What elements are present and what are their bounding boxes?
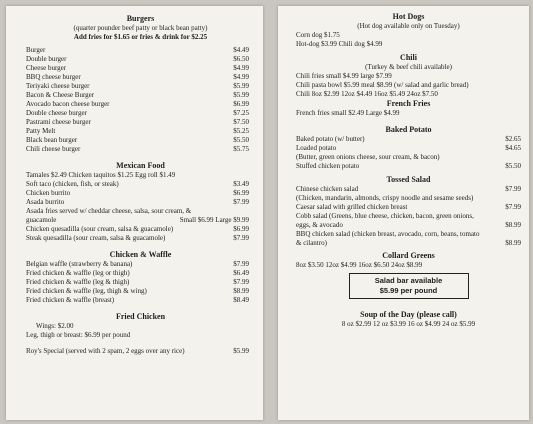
- menu-item-price: $7.99: [233, 278, 249, 286]
- asada-fries-desc-end: guacamole: [26, 216, 57, 224]
- tossed-salad-heading: Tossed Salad: [386, 175, 431, 184]
- fried-per-pound: Leg, thigh or breast: $6.99 per pound: [26, 331, 131, 339]
- menu-item-price: $5.25: [233, 127, 249, 135]
- burger-list: [26, 46, 255, 154]
- menu-item-price: $4.99: [233, 64, 249, 72]
- menu-item-name: Bacon & Cheese Burger: [26, 91, 95, 99]
- cobb-salad-price: $8.99: [505, 221, 521, 229]
- waffle-row: [26, 260, 249, 269]
- menu-item-price: $7.99: [233, 234, 249, 242]
- waffle-list: [26, 260, 255, 305]
- burger-row: [26, 109, 249, 118]
- quesadilla-list: [26, 225, 255, 243]
- caesar-salad-name: Caesar salad with grilled chicken breast: [296, 203, 408, 211]
- mexican-heading: Mexican Food: [116, 161, 165, 170]
- waffle-row: [26, 278, 249, 287]
- menu-item-price: $4.49: [233, 46, 249, 54]
- menu-item-name: Burger: [26, 46, 46, 54]
- roys-special-name: Roy's Special (served with 2 spam, 2 eggs over any rice): [26, 347, 185, 355]
- menu-item-price: $6.99: [233, 100, 249, 108]
- cobb-salad-desc-end: eggs, & avocado: [296, 221, 343, 229]
- menu-page-right: [278, 6, 529, 420]
- menu-item-name: BBQ cheese burger: [26, 73, 81, 81]
- menu-item-name: Patty Melt: [26, 127, 56, 135]
- potato-row: [296, 135, 521, 144]
- soup-sizes: 8 oz $2.99 12 oz $3.99 16 oz $4.99 24 oz $5.99: [341, 320, 476, 328]
- menu-item-price: $5.75: [233, 145, 249, 153]
- chili-fries-line: Chili fries small $4.99 large $7.99: [296, 72, 392, 80]
- salad-bar-box: [349, 273, 469, 299]
- burger-row: [26, 145, 249, 154]
- asada-fries-row: [26, 216, 255, 225]
- menu-item-name: Asada burrito: [26, 198, 65, 206]
- burger-row: [26, 64, 249, 73]
- burger-row: [26, 118, 249, 127]
- stuffed-potato-name: Stuffed chicken potato: [296, 162, 360, 170]
- menu-item-price: $7.25: [233, 109, 249, 117]
- bbq-salad-row: [296, 239, 521, 248]
- menu-item-price: $5.99: [233, 82, 249, 90]
- hot-dog-line: Hot-dog $3.99 Chili dog $4.99: [296, 40, 383, 48]
- bbq-salad-price: $8.99: [505, 239, 521, 247]
- roys-special-price: $5.99: [233, 347, 249, 355]
- caesar-salad-row: [296, 203, 521, 212]
- burger-row: [26, 91, 249, 100]
- bbq-salad-desc-end: & cilantro): [296, 239, 327, 247]
- mexican-row: [26, 189, 249, 198]
- menu-item-price: $5.50: [233, 136, 249, 144]
- mexican-row: [26, 180, 249, 189]
- cobb-salad-row: [296, 221, 521, 230]
- menu-item-price: $5.99: [233, 91, 249, 99]
- menu-item-price: $2.65: [505, 135, 521, 143]
- burger-row: [26, 82, 249, 91]
- burger-row: [26, 127, 249, 136]
- chili-sizes-line: Chili 8oz $2.99 12oz $4.49 16oz $5.49 24oz $7.50: [296, 90, 438, 98]
- potato-row: [296, 144, 521, 153]
- menu-item-name: Teriyaki cheese burger: [26, 82, 90, 90]
- mexican-row: [26, 198, 249, 207]
- cobb-salad-desc: Cobb salad (Greens, blue cheese, chicken, bacon, green onions,: [296, 212, 474, 220]
- wings-price: Wings: $2.00: [36, 322, 74, 330]
- stuffed-potato-row: [296, 162, 521, 171]
- salad-bar-price: $5.99 per pound: [379, 286, 438, 295]
- soup-heading: Soup of the Day (please call): [360, 310, 457, 319]
- asada-fries-desc: Asada fries served w/ cheddar cheese, salsa, sour cream, &: [26, 207, 192, 215]
- menu-item-name: Loaded potato: [296, 144, 337, 152]
- waffle-row: [26, 296, 249, 305]
- menu-item-name: Belgian waffle (strawberry & banana): [26, 260, 133, 268]
- waffle-row: [26, 287, 249, 296]
- burgers-heading: Burgers: [126, 14, 155, 23]
- collard-greens-sizes: 8oz $3.50 12oz $4.99 16oz $6.50 24oz $8.99: [296, 261, 423, 269]
- menu-item-price: $7.50: [233, 118, 249, 126]
- menu-item-name: Fried chicken & waffle (leg & thigh): [26, 278, 130, 286]
- french-fries-line: French fries small $2.49 Large $4.99: [296, 109, 400, 117]
- burger-row: [26, 73, 249, 82]
- caesar-salad-price: $7.99: [505, 203, 521, 211]
- menu-item-name: Chicken burrito: [26, 189, 71, 197]
- waffle-heading: Chicken & Waffle: [109, 250, 172, 259]
- roys-special-row: [26, 347, 255, 356]
- chili-note: (Turkey & beef chili available): [365, 63, 452, 71]
- menu-item-price: $8.99: [233, 287, 249, 295]
- menu-item-price: $7.99: [233, 260, 249, 268]
- menu-item-price: $6.49: [233, 269, 249, 277]
- baked-potato-heading: Baked Potato: [385, 125, 432, 134]
- menu-item-name: Pastrami cheese burger: [26, 118, 91, 126]
- menu-item-name: Fried chicken & waffle (breast): [26, 296, 115, 304]
- salad-bar-label: Salad bar available: [374, 276, 443, 285]
- menu-item-name: Double cheese burger: [26, 109, 87, 117]
- chinese-salad-name: Chinese chicken salad: [296, 185, 359, 193]
- chinese-salad-desc: (Chicken, mandarin, almonds, crispy noodle and sesame seeds): [296, 194, 474, 202]
- menu-item-name: Chili cheese burger: [26, 145, 81, 153]
- chinese-salad-row: [296, 185, 521, 194]
- menu-item-name: Soft taco (chicken, fish, or steak): [26, 180, 119, 188]
- chinese-salad-price: $7.99: [505, 185, 521, 193]
- burgers-patty-note: (quarter pounder beef patty or black bean patty): [73, 24, 208, 32]
- menu-item-price: $6.99: [233, 225, 249, 233]
- chili-pasta-line: Chili pasta bowl $5.99 meal $8.99 (w/ salad and garlic bread): [296, 81, 469, 89]
- menu-item-price: $6.99: [233, 189, 249, 197]
- menu-item-name: Fried chicken & waffle (leg, thigh & wing): [26, 287, 147, 295]
- menu-item-name: Fried chicken & waffle (leg or thigh): [26, 269, 130, 277]
- menu-item-name: Avocado bacon cheese burger: [26, 100, 110, 108]
- hotdogs-heading: Hot Dogs: [392, 12, 425, 21]
- corn-dog-line: Corn dog $1.75: [296, 31, 340, 39]
- chili-heading: Chili: [400, 53, 417, 62]
- fried-chicken-heading: Fried Chicken: [115, 312, 166, 321]
- menu-item-price: $4.99: [233, 73, 249, 81]
- menu-page-left: [6, 6, 263, 420]
- menu-item-price: $8.49: [233, 296, 249, 304]
- menu-item-price: $3.49: [233, 180, 249, 188]
- burger-row: [26, 136, 249, 145]
- menu-item-price: $4.65: [505, 144, 521, 152]
- asada-fries-price: Small $6.99 Large $9.99: [179, 216, 249, 224]
- menu-item-name: Chicken quesadilla (sour cream, salsa & guacamole): [26, 225, 174, 233]
- mexican-list: [26, 180, 255, 207]
- burger-row: [26, 100, 249, 109]
- menu-item-name: Double burger: [26, 55, 67, 63]
- bbq-salad-desc: BBQ chicken salad (chicken breast, avocado, corn, beans, tomato: [296, 230, 480, 238]
- collard-greens-heading: Collard Greens: [382, 251, 435, 260]
- menu-item-price: $7.99: [233, 198, 249, 206]
- stuffed-potato-price: $5.50: [505, 162, 521, 170]
- quesadilla-row: [26, 225, 249, 234]
- loaded-potato-desc: (Butter, green onions cheese, sour cream, & bacon): [296, 153, 440, 161]
- menu-item-name: Baked potato (w/ butter): [296, 135, 365, 143]
- menu-item-name: Black bean burger: [26, 136, 78, 144]
- burgers-fries-note: Add fries for $1.65 or fries & drink for $2.25: [73, 33, 208, 41]
- waffle-row: [26, 269, 249, 278]
- menu-item-name: Steak quesadilla (sour cream, salsa & guacamole): [26, 234, 166, 242]
- burger-row: [26, 55, 249, 64]
- quesadilla-row: [26, 234, 249, 243]
- menu-item-name: Cheese burger: [26, 64, 67, 72]
- potato-list: [296, 135, 521, 153]
- menu-item-price: $6.50: [233, 55, 249, 63]
- mexican-small-items: Tamales $2.49 Chicken taquitos $1.25 Egg roll $1.49: [26, 171, 176, 179]
- french-fries-heading: French Fries: [386, 99, 431, 108]
- hotdogs-note: (Hot dog available only on Tuesday): [357, 22, 460, 30]
- burger-row: [26, 46, 249, 55]
